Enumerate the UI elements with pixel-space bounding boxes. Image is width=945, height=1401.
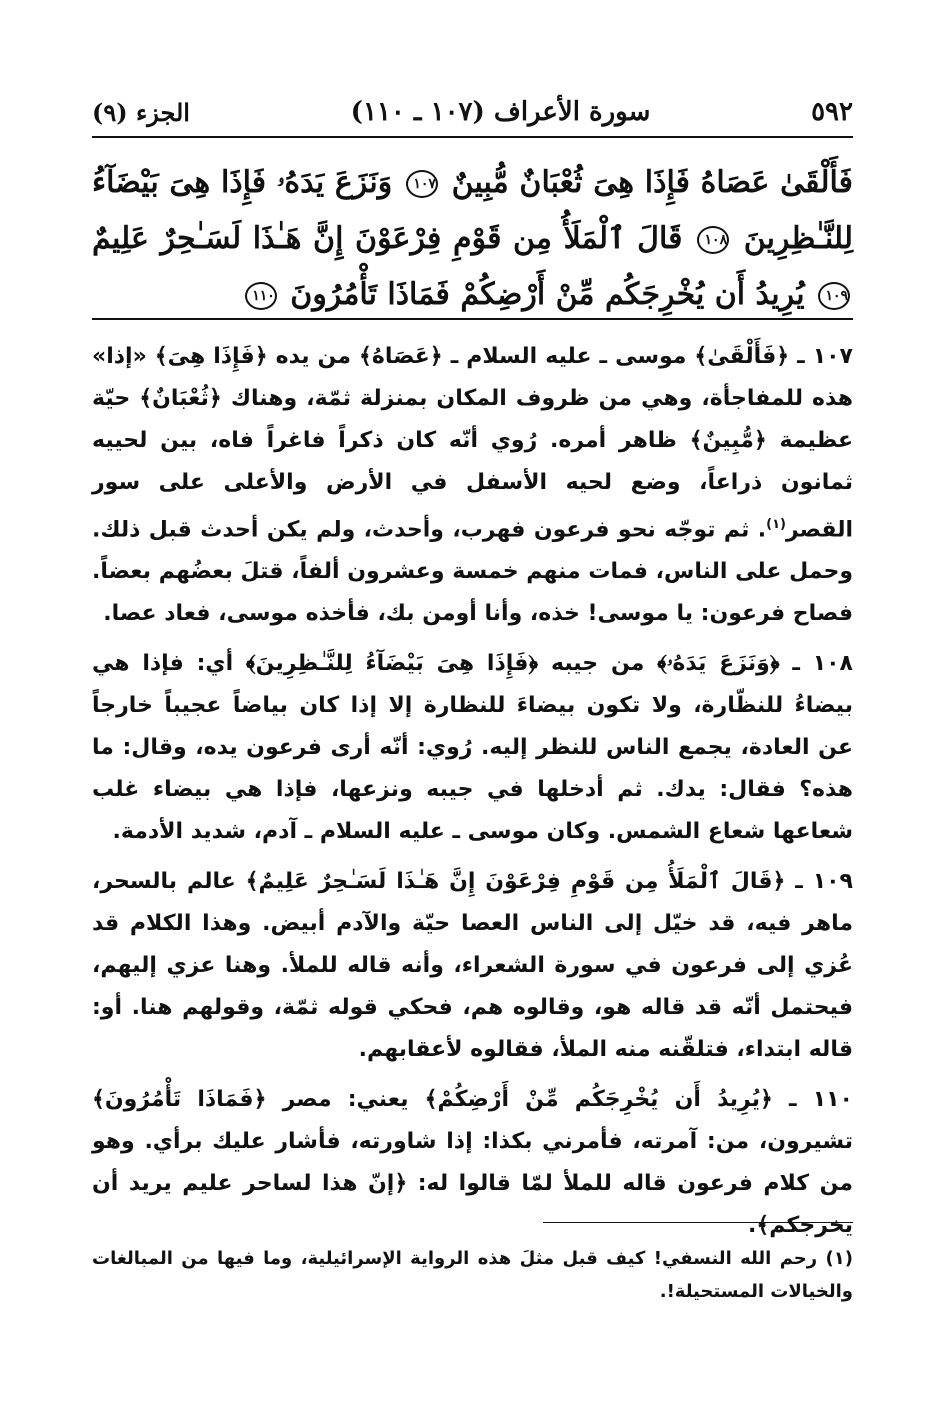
juz-label: الجزء (٩) [92,97,190,127]
page-number: ٥٩٢ [811,97,853,127]
header-divider [92,136,853,138]
verse-109-marker: ١٠٩ [818,282,850,310]
verse-107-text: فَأَلْقَىٰ عَصَاهُ فَإِذَا هِىَ ثُعْبَانٌ مُّبِينٌ [451,165,853,200]
commentary-110: ١١٠ ـ ﴿يُرِيدُ أَن يُخْرِجَكُم مِّنْ أَرْضِكُمْ﴾ يعني: مصر ﴿فَمَاذَا تَأْمُرُونَ﴾ تشيرون، من: آمرته، فأمرني بكذا: إذا شاورته، فأشار عليك برأي. وهو من كلام فرعون قاله للملأ لمّا قالوا له: ﴿إنّ هذا لساحر عليم يريد أن يخرجكم﴾. [92,1087,853,1239]
footnote-reference: (١) [766,517,786,532]
commentary-107-end: . ثم توجّه نحو فرعون فهرب، وأحدث، ولم يكن أحدث قبل ذلك. وحمل على الناس، فمات منهم خمسة وعشرون ألفاً، قتلَ بعضُهم بعضاً. فصاح فرعون: يا موسى! خذه، وأنا أومن بك، فأخذه موسى، فعاد عصا. [92,517,853,627]
commentary-107 [92,336,853,635]
verse-107-marker: ١٠٧ [406,170,438,198]
verse-108-text: وَنَزَعَ يَدَهُۥ فَإِذَا هِىَ بَيْضَآءُ لِلنَّـٰظِرِينَ [92,165,853,256]
verse-110-text: يُرِيدُ أَن يُخْرِجَكُم مِّنْ أَرْضِكُمْ فَمَاذَا تَأْمُرُونَ [290,277,805,312]
page-header [92,92,853,132]
verses-divider [92,318,853,320]
commentary-108: ١٠٨ ـ ﴿وَنَزَعَ يَدَهُۥ﴾ من جيبه ﴿فَإِذَا هِىَ بَيْضَآءُ لِلنَّـٰظِرِينَ﴾ أي: فإذا هي بيضاءُ للنظّارة، ولا تكون بيضاءَ للنظارة إلا إذا كان بياضاً عجيباً خارجاً عن العادة، يجمع الناس للنظر إليه. رُوي: أنّه أرى فرعون يده، وقال: ما هذه؟ فقال: يدك. ثم أدخلها في جيبه ونزعها، فإذا هي بيضاء غلب شعاعها شعاع الشمس. وكان موسى ـ عليه السلام ـ آدم، شديد الأدمة. [92,651,853,845]
footnote: (١) رحم الله النسفي! كيف قبل مثلَ هذه الرواية الإسرائيلية، وما فيها من المبالغات والخيالات المستحيلة!. [92,1248,853,1302]
tafsir-commentary [92,336,853,1255]
quran-verses [92,155,853,323]
commentary-107-text: ١٠٧ ـ ﴿فَأَلْقَىٰ﴾ موسى ـ عليه السلام ـ ﴿عَصَاهُ﴾ من يده ﴿فَإِذَا هِىَ﴾ «إذا» هذه للمفاجأة، وهي من ظروف المكان بمنزلة ثمّة، وهناك ﴿ثُعْبَانٌ﴾ حيّة عظيمة ﴿مُّبِينٌ﴾ ظاهر أمره. رُوي أنّه كان ذكراً فاغراً فاه، بين لحييه ثمانون ذراعاً، وضع لحيه الأسفل في الأرض والأعلى على سور القصر [92,344,853,543]
surah-title: سورة الأعراف (١٠٧ ـ ١١٠) [350,97,651,127]
verse-108-marker: ١٠٨ [697,226,729,254]
commentary-109: ١٠٩ ـ ﴿قَالَ ٱلْمَلَأُ مِن قَوْمِ فِرْعَوْنَ إِنَّ هَـٰذَا لَسَـٰحِرٌ عَلِيمٌ﴾ عالم بالسحر، ماهر فيه، قد خيّل إلى الناس العصا حيّة والآدم أبيض. وهذا الكلام قد عُزي إلى فرعون في سورة الشعراء، وأنه قاله للملأ. وهنا عزي إليهم، فيحتمل أنّه قد قاله هو، وقالوه هم، فحكي قوله ثمّة، وقولهم هنا. أو: قاله ابتداء، فتلقّنه منه الملأ، فقالوه لأعقابهم. [92,869,853,1063]
verse-110-marker: ١١٠ [245,282,277,310]
verse-109-text: قَالَ ٱلْمَلَأُ مِن قَوْمِ فِرْعَوْنَ إِنَّ هَـٰذَا لَسَـٰحِرٌ عَلِيمٌ [92,221,683,256]
footnote-divider [543,1222,853,1223]
